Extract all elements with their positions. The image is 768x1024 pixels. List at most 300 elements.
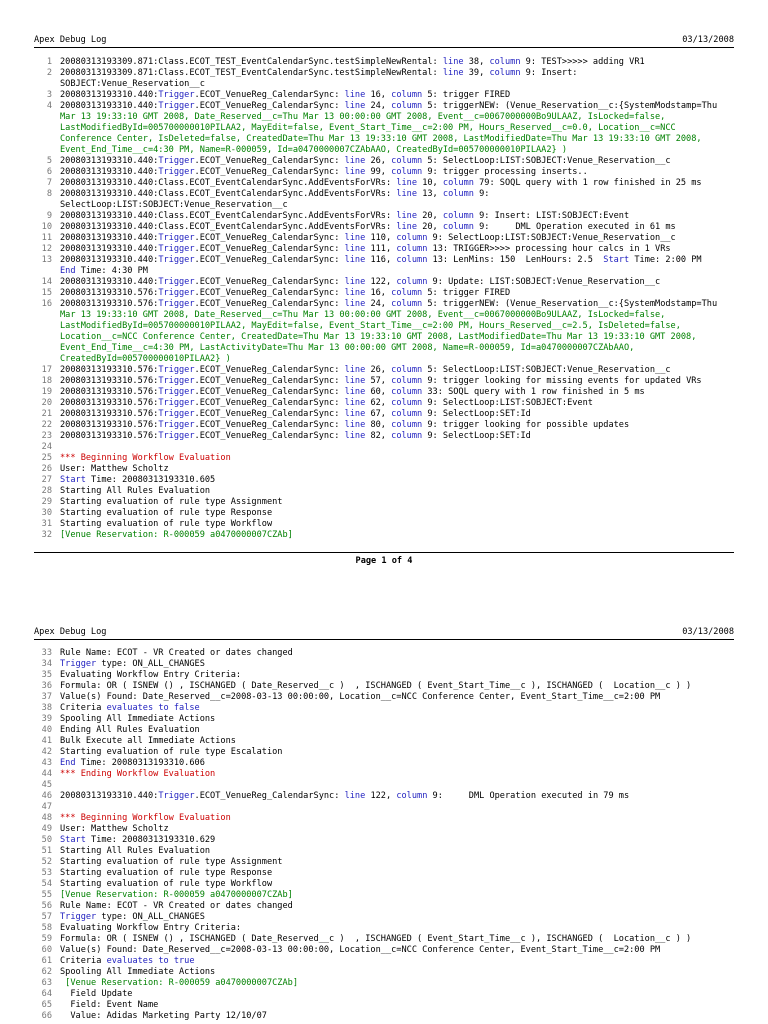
log-lines bbox=[0, 648, 768, 1022]
text-segment: Starting evaluation of rule type Response bbox=[60, 508, 273, 518]
log-line bbox=[0, 508, 768, 519]
line-number: 9 bbox=[46, 211, 52, 221]
text-segment: 110, bbox=[365, 233, 397, 243]
text-segment: Start bbox=[60, 835, 86, 845]
text-segment: column bbox=[391, 387, 423, 397]
page-footer: Page 1 of 4 bbox=[34, 552, 734, 566]
text-segment: 57, bbox=[365, 376, 392, 386]
text-segment: Trigger bbox=[158, 791, 195, 801]
log-line bbox=[0, 846, 768, 857]
line-text bbox=[60, 486, 750, 497]
log-line bbox=[0, 923, 768, 934]
line-text bbox=[60, 519, 750, 530]
line-number: 12 bbox=[41, 244, 52, 254]
log-line bbox=[0, 736, 768, 747]
log-line bbox=[0, 857, 768, 868]
log-line bbox=[0, 835, 768, 846]
log-line bbox=[0, 332, 768, 343]
line-text bbox=[60, 233, 750, 244]
line-number: 45 bbox=[41, 780, 52, 790]
line-text bbox=[60, 923, 750, 934]
line-number: 3 bbox=[46, 90, 52, 100]
text-segment: SOBJECT:Venue_Reservation__c bbox=[60, 79, 205, 89]
log-line bbox=[0, 758, 768, 769]
text-segment: [Venue Reservation: R-000059 a0470000007CZAb] bbox=[60, 530, 293, 540]
log-line bbox=[0, 475, 768, 486]
log-line bbox=[0, 648, 768, 659]
text-segment: Evaluating Workflow Entry Criteria: bbox=[60, 923, 242, 933]
line-text bbox=[60, 343, 750, 354]
text-segment: column bbox=[391, 288, 423, 298]
text-segment: Starting evaluation of rule type Workflow bbox=[60, 519, 273, 529]
log-line bbox=[0, 824, 768, 835]
text-segment: 20080313193310.440: bbox=[60, 244, 159, 254]
line-text bbox=[60, 846, 750, 857]
text-segment: Trigger bbox=[158, 431, 195, 441]
text-segment: line bbox=[344, 431, 366, 441]
text-segment: Mar 13 19:33:10 GMT 2008, Date_Reserved__c=Thu Mar 13 00:00:00 GMT 2008, Event__c=0067000000Bo9ULAAZ, IsLocked=false, bbox=[60, 310, 666, 320]
text-segment: Evaluating Workflow Entry Criteria: bbox=[60, 670, 242, 680]
text-segment: column bbox=[489, 57, 521, 67]
text-segment: Trigger bbox=[158, 299, 195, 309]
text-segment: line bbox=[344, 387, 366, 397]
text-segment: column bbox=[391, 101, 423, 111]
text-segment: Starting evaluation of rule type Assignment bbox=[60, 857, 283, 867]
line-text bbox=[60, 266, 750, 277]
line-text bbox=[60, 901, 750, 912]
text-segment: 16, bbox=[365, 288, 392, 298]
text-segment: 26, bbox=[365, 365, 392, 375]
line-text bbox=[60, 442, 750, 453]
text-segment: 39, bbox=[463, 68, 490, 78]
log-line bbox=[0, 978, 768, 989]
line-number: 66 bbox=[41, 1011, 52, 1021]
log-line bbox=[0, 670, 768, 681]
line-number: 55 bbox=[41, 890, 52, 900]
log-line bbox=[0, 453, 768, 464]
text-segment: Rule Name: ECOT - VR Created or dates changed bbox=[60, 648, 293, 658]
text-segment: Conference Center, IsDeleted=false, CreatedDate=Thu Mar 13 19:33:10 GMT 2008, LastModifiedDate=Thu Mar 13 19:33:10 GMT 2008, bbox=[60, 134, 702, 144]
text-segment: 20, bbox=[417, 222, 443, 232]
line-text bbox=[60, 354, 750, 365]
log-line bbox=[0, 387, 768, 398]
header-date: 03/13/2008 bbox=[682, 627, 734, 637]
text-segment: Criteria bbox=[60, 956, 107, 966]
line-number: 40 bbox=[41, 725, 52, 735]
log-line bbox=[0, 420, 768, 431]
log-line bbox=[0, 725, 768, 736]
text-segment: 9: SelectLoop:LIST:SOBJECT:Event bbox=[422, 398, 593, 408]
log-line bbox=[0, 233, 768, 244]
line-text bbox=[60, 497, 750, 508]
log-line bbox=[0, 365, 768, 376]
line-number: 61 bbox=[41, 956, 52, 966]
text-segment: Event_End_Time__c=4:30 PM, Name=R-000059, Id=a0470000007CZAbAAO, CreatedById=005700000010PILAA2} ) bbox=[60, 145, 568, 155]
log-line bbox=[0, 200, 768, 211]
line-number: 5 bbox=[46, 156, 52, 166]
text-segment: Trigger bbox=[158, 387, 195, 397]
line-text bbox=[60, 956, 750, 967]
text-segment: 9: trigger processing inserts.. bbox=[422, 167, 588, 177]
log-line bbox=[0, 901, 768, 912]
log-line bbox=[0, 890, 768, 901]
text-segment: Value(s) Found: Date_Reserved__c=2008-03-13 00:00:00, Location__c=NCC Conference Center, Event_Start_Time__c=2:00 PM bbox=[60, 692, 661, 702]
line-number: 56 bbox=[41, 901, 52, 911]
text-segment: column bbox=[391, 376, 423, 386]
log-line bbox=[0, 189, 768, 200]
text-segment: Trigger bbox=[158, 420, 195, 430]
text-segment: 9: SelectLoop:LIST:SOBJECT:Venue_Reservation__c bbox=[427, 233, 676, 243]
line-number: 29 bbox=[41, 497, 52, 507]
text-segment: 20, bbox=[417, 211, 443, 221]
text-segment: Time: 20080313193310.605 bbox=[85, 475, 216, 485]
text-segment: *** Beginning Workflow Evaluation bbox=[60, 813, 231, 823]
line-text bbox=[60, 453, 750, 464]
text-segment: 20080313193310.440: bbox=[60, 156, 159, 166]
text-segment: .ECOT_VenueReg_CalendarSync: bbox=[194, 167, 345, 177]
text-segment: line bbox=[344, 233, 366, 243]
text-segment: line bbox=[344, 376, 366, 386]
text-segment: 9: Insert: bbox=[520, 68, 578, 78]
text-segment: Trigger bbox=[158, 288, 195, 298]
log-line bbox=[0, 1000, 768, 1011]
line-number: 11 bbox=[41, 233, 52, 243]
log-line bbox=[0, 244, 768, 255]
line-number: 30 bbox=[41, 508, 52, 518]
text-segment: 9: DML Operation executed in 61 ms bbox=[473, 222, 676, 232]
text-segment: type: ON_ALL_CHANGES bbox=[96, 912, 205, 922]
line-number: 27 bbox=[41, 475, 52, 485]
log-line bbox=[0, 178, 768, 189]
line-number: 34 bbox=[41, 659, 52, 669]
line-text bbox=[60, 156, 750, 167]
text-segment: Starting All Rules Evaluation bbox=[60, 486, 211, 496]
log-line bbox=[0, 945, 768, 956]
text-segment: 9: trigger looking for possible updates bbox=[422, 420, 630, 430]
line-text bbox=[60, 978, 750, 989]
log-line bbox=[0, 68, 768, 79]
log-line bbox=[0, 343, 768, 354]
text-segment: 5: triggerNEW: (Venue_Reservation__c:{SystemModstamp=Thu bbox=[422, 299, 718, 309]
line-text bbox=[60, 813, 750, 824]
line-number: 44 bbox=[41, 769, 52, 779]
log-line bbox=[0, 442, 768, 453]
header-date: 03/13/2008 bbox=[682, 35, 734, 45]
line-number: 24 bbox=[41, 442, 52, 452]
text-segment: column bbox=[391, 90, 423, 100]
text-segment: .ECOT_VenueReg_CalendarSync: bbox=[194, 791, 345, 801]
text-segment: line bbox=[344, 365, 366, 375]
line-number: 49 bbox=[41, 824, 52, 834]
line-number bbox=[0, 332, 60, 343]
line-text bbox=[60, 912, 750, 923]
text-segment: 80, bbox=[365, 420, 392, 430]
text-segment: 5: trigger FIRED bbox=[422, 90, 511, 100]
line-number: 22 bbox=[41, 420, 52, 430]
text-segment: 20080313193310.576: bbox=[60, 398, 159, 408]
text-segment: 20080313193310.440: bbox=[60, 255, 159, 265]
text-segment: User: Matthew Scholtz bbox=[60, 464, 169, 474]
line-number bbox=[0, 343, 60, 354]
text-segment: column bbox=[442, 222, 474, 232]
line-number: 8 bbox=[46, 189, 52, 199]
text-segment: column bbox=[396, 277, 428, 287]
text-segment: 20080313193310.440: bbox=[60, 791, 159, 801]
line-text bbox=[60, 769, 750, 780]
line-number bbox=[0, 79, 60, 90]
text-segment: .ECOT_VenueReg_CalendarSync: bbox=[194, 277, 345, 287]
line-number bbox=[0, 321, 60, 332]
text-segment: line bbox=[344, 420, 366, 430]
log-line bbox=[0, 134, 768, 145]
line-text bbox=[60, 824, 750, 835]
log-line bbox=[0, 780, 768, 791]
text-segment: 20080313193310.440:Class.ECOT_EventCalendarSync.AddEventsForVRs: bbox=[60, 178, 397, 188]
text-segment: Spooling All Immediate Actions bbox=[60, 967, 216, 977]
line-text bbox=[60, 758, 750, 769]
text-segment: Trigger bbox=[158, 277, 195, 287]
line-text bbox=[60, 1011, 750, 1022]
line-text bbox=[60, 222, 750, 233]
text-segment: [Venue Reservation: R-000059 a0470000007CZAb] bbox=[60, 978, 298, 988]
line-number: 52 bbox=[41, 857, 52, 867]
text-segment: line bbox=[396, 178, 418, 188]
line-number: 54 bbox=[41, 879, 52, 889]
text-segment: Starting All Rules Evaluation bbox=[60, 846, 211, 856]
line-number: 63 bbox=[41, 978, 52, 988]
line-number: 17 bbox=[41, 365, 52, 375]
line-text bbox=[60, 530, 750, 541]
line-text bbox=[60, 508, 750, 519]
log-line bbox=[0, 90, 768, 101]
line-number: 53 bbox=[41, 868, 52, 878]
text-segment: Trigger bbox=[60, 912, 97, 922]
text-segment: 20080313193310.576: bbox=[60, 420, 159, 430]
text-segment: .ECOT_VenueReg_CalendarSync: bbox=[194, 431, 345, 441]
line-number: 41 bbox=[41, 736, 52, 746]
text-segment: 20080313193309.871:Class.ECOT_TEST_EventCalendarSync.testSimpleNewRental: bbox=[60, 57, 443, 67]
text-segment: Event_End_Time__c=4:30 PM, LastActivityDate=Thu Mar 13 00:00:00 GMT 2008, Name=R-000059, Id=a0470000007CZAbAAO, bbox=[60, 343, 635, 353]
line-text bbox=[60, 989, 750, 1000]
line-text bbox=[60, 868, 750, 879]
text-segment: line bbox=[344, 255, 366, 265]
text-segment: .ECOT_VenueReg_CalendarSync: bbox=[194, 90, 345, 100]
line-number: 7 bbox=[46, 178, 52, 188]
text-segment: 20080313193309.871:Class.ECOT_TEST_EventCalendarSync.testSimpleNewRental: bbox=[60, 68, 443, 78]
log-line bbox=[0, 310, 768, 321]
text-segment: Trigger bbox=[158, 398, 195, 408]
log-line bbox=[0, 167, 768, 178]
text-segment: column bbox=[489, 68, 521, 78]
text-segment: line bbox=[344, 101, 366, 111]
line-number: 35 bbox=[41, 670, 52, 680]
page-header bbox=[34, 35, 734, 48]
line-number: 48 bbox=[41, 813, 52, 823]
line-number: 64 bbox=[41, 989, 52, 999]
text-segment: Trigger bbox=[158, 90, 195, 100]
line-number bbox=[0, 112, 60, 123]
log-line bbox=[0, 123, 768, 134]
text-segment: 20080313193310.576: bbox=[60, 288, 159, 298]
log-line bbox=[0, 681, 768, 692]
text-segment: .ECOT_VenueReg_CalendarSync: bbox=[194, 376, 345, 386]
text-segment: Starting evaluation of rule type Assignment bbox=[60, 497, 283, 507]
text-segment: line bbox=[442, 57, 464, 67]
line-number: 25 bbox=[41, 453, 52, 463]
text-segment: LastModifiedById=005700000010PILAA2, MayEdit=false, Event_Start_Time__c=2:00 PM, Hours_Reserved__c=0.0, Location__c=NCC bbox=[60, 123, 676, 133]
line-text bbox=[60, 200, 750, 211]
log-line bbox=[0, 145, 768, 156]
line-number bbox=[0, 200, 60, 211]
line-number: 14 bbox=[41, 277, 52, 287]
line-text bbox=[60, 178, 750, 189]
line-number: 62 bbox=[41, 967, 52, 977]
line-number: 58 bbox=[41, 923, 52, 933]
line-number: 13 bbox=[41, 255, 52, 265]
text-segment: 122, bbox=[365, 277, 397, 287]
log-lines bbox=[0, 57, 768, 541]
log-line bbox=[0, 266, 768, 277]
line-text bbox=[60, 365, 750, 376]
text-segment: .ECOT_VenueReg_CalendarSync: bbox=[194, 420, 345, 430]
text-segment: 116, bbox=[365, 255, 397, 265]
line-text bbox=[60, 310, 750, 321]
line-text bbox=[60, 967, 750, 978]
log-line bbox=[0, 376, 768, 387]
text-segment: line bbox=[344, 288, 366, 298]
log-line bbox=[0, 530, 768, 541]
text-segment: column bbox=[391, 167, 423, 177]
line-text bbox=[60, 681, 750, 692]
line-number: 16 bbox=[41, 299, 52, 309]
line-number: 15 bbox=[41, 288, 52, 298]
text-segment: Time: 4:30 PM bbox=[75, 266, 148, 276]
line-text bbox=[60, 321, 750, 332]
text-segment: column bbox=[442, 189, 474, 199]
text-segment: .ECOT_VenueReg_CalendarSync: bbox=[194, 288, 345, 298]
text-segment: Time: 2:00 PM bbox=[629, 255, 702, 265]
line-number: 37 bbox=[41, 692, 52, 702]
text-segment: column bbox=[391, 420, 423, 430]
text-segment: line bbox=[344, 167, 366, 177]
text-segment: Field Update bbox=[60, 989, 133, 999]
text-segment: .ECOT_VenueReg_CalendarSync: bbox=[194, 398, 345, 408]
log-line bbox=[0, 288, 768, 299]
text-segment: End bbox=[60, 266, 76, 276]
text-segment: 20080313193310.576: bbox=[60, 376, 159, 386]
log-line bbox=[0, 464, 768, 475]
text-segment: 20080313193310.440: bbox=[60, 277, 159, 287]
text-segment: 9: bbox=[473, 189, 490, 199]
line-number: 59 bbox=[41, 934, 52, 944]
line-text bbox=[60, 101, 750, 112]
text-segment: Trigger bbox=[158, 156, 195, 166]
text-segment: *** Beginning Workflow Evaluation bbox=[60, 453, 231, 463]
text-segment: line bbox=[344, 398, 366, 408]
log-line bbox=[0, 1011, 768, 1022]
text-segment: SelectLoop:LIST:SOBJECT:Venue_Reservation__c bbox=[60, 200, 288, 210]
log-line bbox=[0, 398, 768, 409]
text-segment: Trigger bbox=[158, 365, 195, 375]
text-segment: column bbox=[391, 299, 423, 309]
text-segment: Time: 20080313193310.606 bbox=[75, 758, 205, 768]
log-line bbox=[0, 934, 768, 945]
line-number: 23 bbox=[41, 431, 52, 441]
line-text bbox=[60, 780, 750, 791]
text-segment: 26, bbox=[365, 156, 392, 166]
line-text bbox=[60, 659, 750, 670]
log-line bbox=[0, 813, 768, 824]
text-segment: 10, bbox=[417, 178, 443, 188]
text-segment: evaluates to true bbox=[106, 956, 195, 966]
text-segment: 9: TEST>>>>> adding VR1 bbox=[520, 57, 645, 67]
line-text bbox=[60, 211, 750, 222]
line-text bbox=[60, 945, 750, 956]
line-text bbox=[60, 244, 750, 255]
text-segment: .ECOT_VenueReg_CalendarSync: bbox=[194, 387, 345, 397]
log-line bbox=[0, 714, 768, 725]
text-segment: 20080313193310.576: bbox=[60, 387, 159, 397]
text-segment: column bbox=[442, 211, 474, 221]
text-segment: 24, bbox=[365, 299, 392, 309]
line-number: 32 bbox=[41, 530, 52, 540]
text-segment: line bbox=[344, 409, 366, 419]
line-number: 33 bbox=[41, 648, 52, 658]
log-line bbox=[0, 409, 768, 420]
line-number: 39 bbox=[41, 714, 52, 724]
text-segment: 62, bbox=[365, 398, 392, 408]
text-segment: Location__c=NCC Conference Center, CreatedDate=Thu Mar 13 19:33:10 GMT 2008, LastModifiedDate=Thu Mar 13 19:33:10 GMT 2008, bbox=[60, 332, 697, 342]
log-line bbox=[0, 747, 768, 758]
line-text bbox=[60, 68, 750, 79]
log-line bbox=[0, 354, 768, 365]
log-line bbox=[0, 868, 768, 879]
document-page-2 bbox=[0, 616, 768, 1024]
text-segment: column bbox=[442, 178, 474, 188]
text-segment: 20080313193310.440: bbox=[60, 101, 159, 111]
text-segment: 82, bbox=[365, 431, 392, 441]
log-line bbox=[0, 431, 768, 442]
text-segment: Bulk Execute all Immediate Actions bbox=[60, 736, 236, 746]
text-segment: Trigger bbox=[158, 233, 195, 243]
text-segment: 16, bbox=[365, 90, 392, 100]
line-number: 43 bbox=[41, 758, 52, 768]
text-segment: 9: Update: LIST:SOBJECT:Venue_Reservation__c bbox=[427, 277, 661, 287]
text-segment: line bbox=[396, 189, 418, 199]
text-segment: 20080313193310.576: bbox=[60, 299, 159, 309]
log-line bbox=[0, 802, 768, 813]
text-segment: Trigger bbox=[158, 167, 195, 177]
log-line bbox=[0, 211, 768, 222]
text-segment: Start bbox=[603, 255, 630, 265]
text-segment: 20080313193310.440: bbox=[60, 233, 159, 243]
text-segment: column bbox=[391, 409, 423, 419]
text-segment: 5: SelectLoop:LIST:SOBJECT:Venue_Reservation__c bbox=[422, 156, 671, 166]
text-segment: 5: trigger FIRED bbox=[422, 288, 511, 298]
line-number: 6 bbox=[46, 167, 52, 177]
line-text bbox=[60, 134, 750, 145]
text-segment: Rule Name: ECOT - VR Created or dates changed bbox=[60, 901, 293, 911]
line-text bbox=[60, 703, 750, 714]
text-segment: column bbox=[391, 431, 423, 441]
text-segment: column bbox=[396, 791, 428, 801]
log-line bbox=[0, 769, 768, 780]
header-title: Apex Debug Log bbox=[34, 35, 107, 45]
text-segment: column bbox=[391, 365, 423, 375]
text-segment: .ECOT_VenueReg_CalendarSync: bbox=[194, 233, 345, 243]
text-segment: Start bbox=[60, 475, 86, 485]
log-line bbox=[0, 277, 768, 288]
